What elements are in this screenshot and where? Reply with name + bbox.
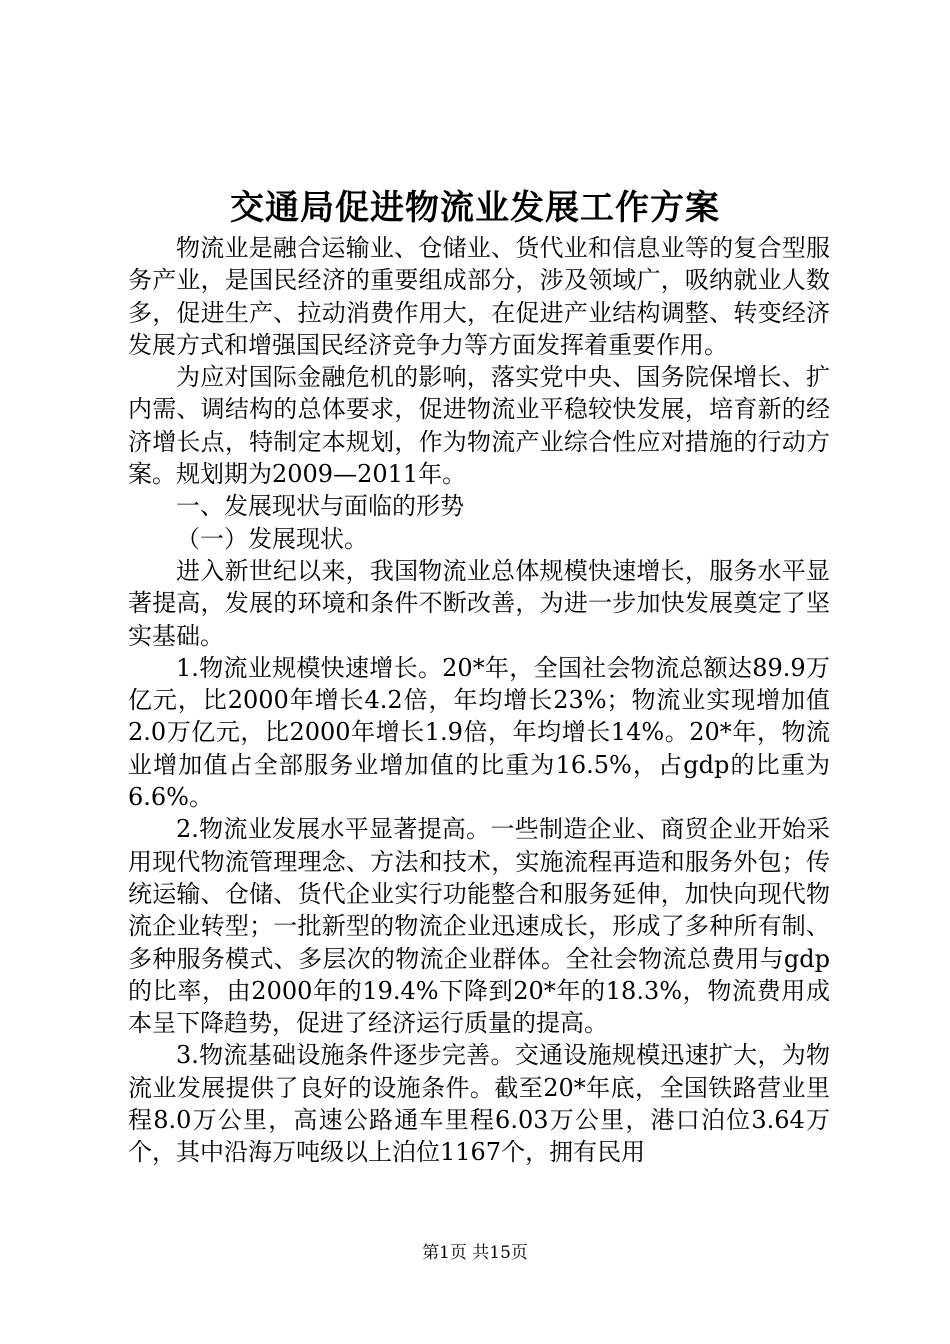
paragraph-purpose: 为应对国际金融危机的影响，落实党中央、国务院保增长、扩内需、调结构的总体要求，促进物流业平稳较快发展，培育新的经济增长点，特制定本规划，作为物流产业综合性应对措施的行动方案。规划期为2009—2011年。	[128, 363, 830, 489]
paragraph-item-1: 1.物流业规模快速增长。20*年，全国社会物流总额达89.9万亿元，比2000年增长4.2倍，年均增长23%；物流业实现增加值2.0万亿元，比2000年增长1.9倍，年均增长14%。20*年，物流业增加值占全部服务业增加值的比重为16.5%，占gdp的比重为6.6%。	[128, 653, 830, 812]
document-title: 交通局促进物流业发展工作方案	[230, 188, 720, 228]
paragraph-status: 进入新世纪以来，我国物流业总体规模快速增长，服务水平显著提高，发展的环境和条件不断改善，为进一步加快发展奠定了坚实基础。	[128, 556, 830, 650]
page-footer: 第1页 共15页	[422, 1243, 528, 1263]
paragraph-intro: 物流业是融合运输业、仓储业、货代业和信息业等的复合型服务产业，是国民经济的重要组成部分，涉及领域广，吸纳就业人数多，促进生产、拉动消费作用大，在促进产业结构调整、转变经济发展方式和增强国民经济竞争力等方面发挥着重要作用。	[128, 234, 830, 359]
subsection-heading-1: （一）发展现状。	[176, 524, 368, 553]
paragraph-item-2: 2.物流业发展水平显著提高。一些制造企业、商贸企业开始采用现代物流管理理念、方法和技术，实施流程再造和服务外包；传统运输、仓储、货代企业实行功能整合和服务延伸，加快向现代物流企业转型；一批新型的物流企业迅速成长，形成了多种所有制、多种服务模式、多层次的物流企业群体。全社会物流总费用与gdp的比率，由2000年的19.4%下降到20*年的18.3%，物流费用成本呈下降趋势，促进了经济运行质量的提高。	[128, 815, 830, 1038]
paragraph-item-3: 3.物流基础设施条件逐步完善。交通设施规模迅速扩大，为物流业发展提供了良好的设施条件。截至20*年底，全国铁路营业里程8.0万公里，高速公路通车里程6.03万公里，港口泊位3.64万个，其中沿海万吨级以上泊位1167个，拥有民用	[128, 1041, 830, 1167]
section-heading-1: 一、发展现状与面临的形势	[176, 492, 464, 521]
document-body	[128, 232, 830, 1169]
